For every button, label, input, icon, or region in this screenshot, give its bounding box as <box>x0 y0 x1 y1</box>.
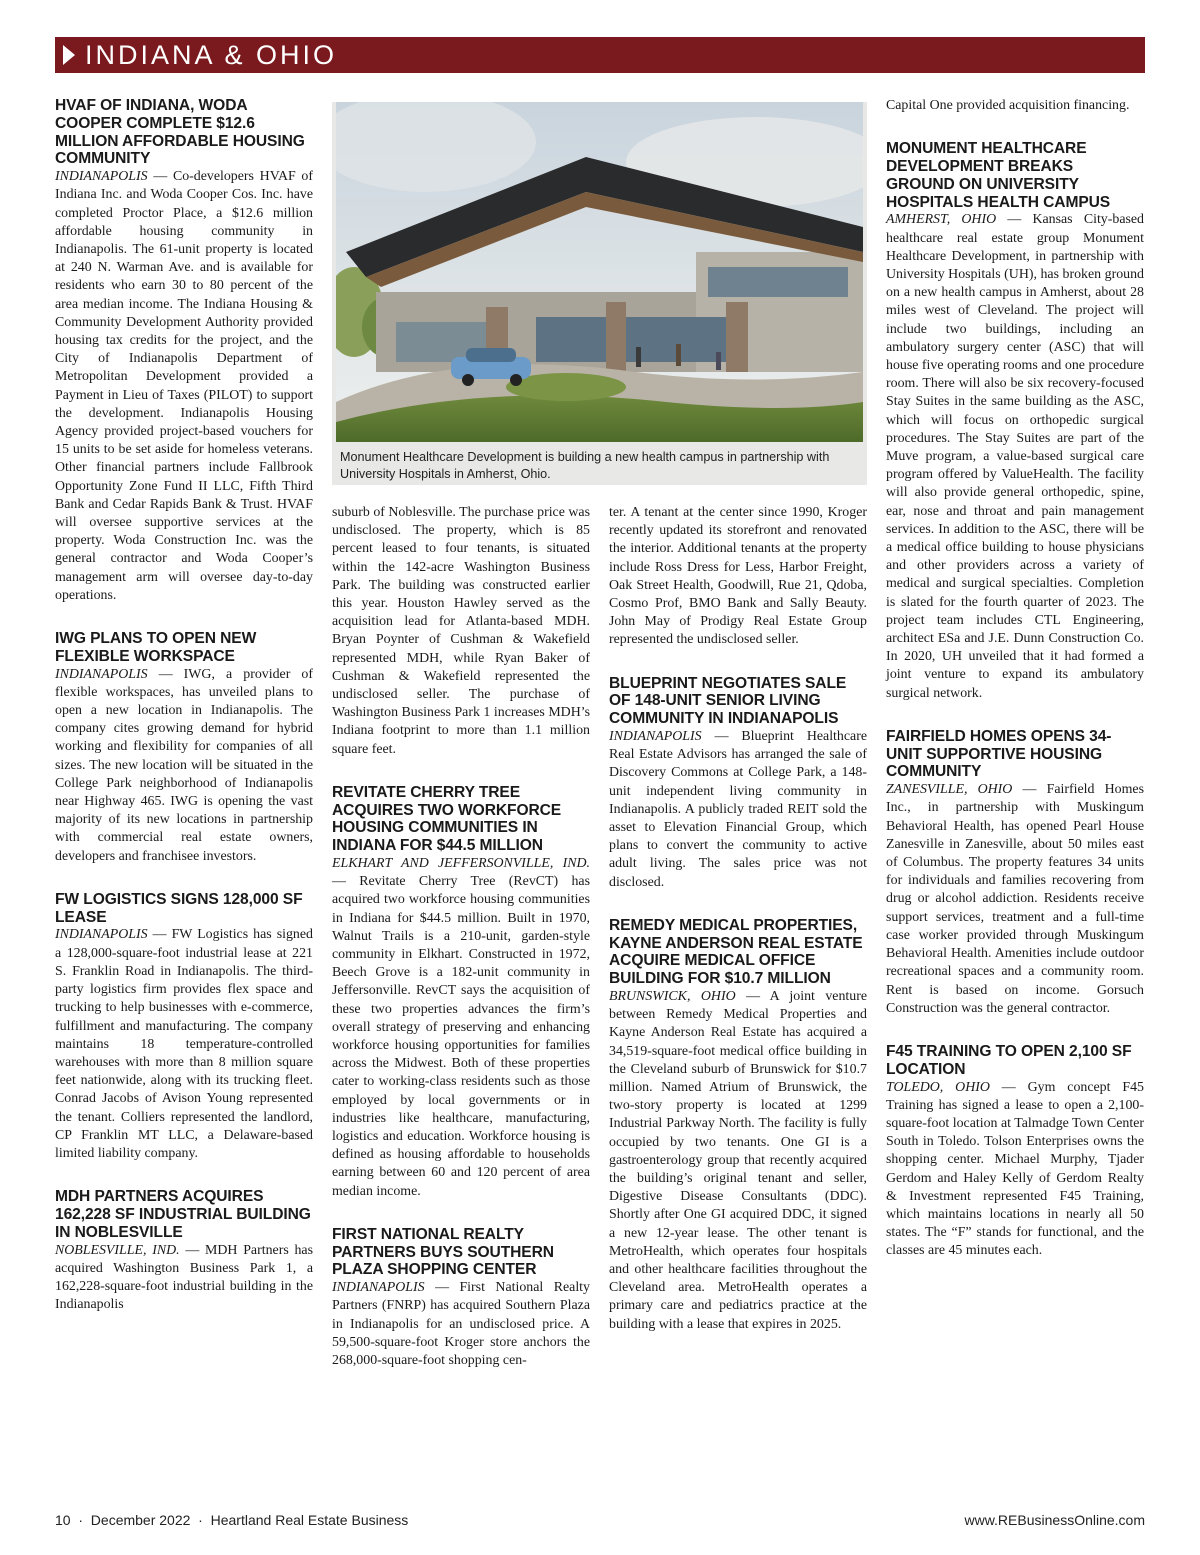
article-body: — A joint venture between Remedy Medical Properties and Kayne Anderson Real Estate has acquired a 34,519-square-foot medical office building in the Cleveland suburb of Brunswick for $10.7 million. Named Atrium of Brunswick, the two-story property is located at 1299 Industrial Parkway North. The facility is fully occupied by two tenants. One GI is a gastroenterology group that recently acquired the building’s original tenant and seller, Digestive Disease Consultants (DDC). Shortly after One GI acquired DDC, it signed a new 12-year lease. The other tenant is MetroHealth, which operates four hospitals and other healthcare facilities throughout the Cleveland area. MetroHealth operates a primary care and pediatrics practice at the building with a lease that expires in 2025. <box>609 989 867 1332</box>
article-remedy-continued: Capital One provided acquisition financing. <box>886 98 1130 113</box>
article-iwg <box>55 666 313 866</box>
article-mdh <box>55 1242 313 1315</box>
headline-revitate: REVITATE CHERRY TREE ACQUIRES TWO WORKFORCE HOUSING COMMUNITIES IN INDIANA FOR $44.5 MILLION <box>332 783 562 855</box>
article-body: — Revitate Cherry Tree (RevCT) has acquired two workforce housing communities in Indiana for $44.5 million. Built in 1970, Walnut Trails is a 210-unit, garden-style community in Elkhart. Constructed in 1972, Beech Grove is a 182-unit community in Jeffersonville. RevCT says the acquisition of these two properties advances the firm’s overall strategy of preserving and enhancing workforce housing opportunities for families across the Midwest. Both of these properties cater to working-class residents such as those employed by local governments or in industries like healthcare, manufacturing, logistics and education. Workforce housing is defined as housing affordable to households earning between 60 and 120 percent of area median income. <box>332 874 590 1199</box>
article-fw <box>55 926 313 1163</box>
headline-hvaf: HVAF OF INDIANA, WODA COOPER COMPLETE $12.6 MILLION AFFORDABLE HOUSING COMMUNITY <box>55 97 305 168</box>
headline-f45: F45 TRAINING TO OPEN 2,100 SF LOCATION <box>886 1042 1132 1078</box>
column-2 <box>332 504 590 1370</box>
dateline: INDIANAPOLIS <box>55 666 148 682</box>
building-rendering-image <box>336 102 863 442</box>
dateline: INDIANAPOLIS <box>55 927 148 943</box>
article-f45 <box>886 1079 1144 1261</box>
article-fairfield <box>886 781 1144 1018</box>
headline-mdh: MDH PARTNERS ACQUIRES 162,228 SF INDUSTRIAL BUILDING IN NOBLESVILLE <box>55 1188 311 1241</box>
column-1 <box>55 97 313 1314</box>
footer-website: www.REBusinessOnline.com <box>964 1512 1145 1528</box>
dateline: ELKHART AND JEFFERSONVILLE, IND. <box>332 856 590 872</box>
article-hvaf <box>55 168 313 605</box>
photo-frame <box>332 102 867 485</box>
dateline: AMHERST, OHIO <box>886 212 997 228</box>
footer-folio: 10 · December 2022 · Heartland Real Estate Business <box>55 1512 409 1528</box>
article-body: — MDH Partners has acquired Washington Business Park 1, a 162,228-square-foot industrial building in the Indianapolis <box>55 1242 314 1313</box>
dateline: ZANESVILLE, OHIO <box>886 782 1013 798</box>
dateline: INDIANAPOLIS <box>609 729 702 745</box>
article-body: — Fairfield Homes Inc., in partnership with Muskingum Behavioral Health, has opened Pearl House Zanesville in Zanesville, about 50 miles east of Columbus. The property features 34 units for individuals and families recovering from drug or alcohol addiction. Residents receive support services, treatment and a full-time case worker provided through Muskingum Behavioral Health. Amenities include outdoor recreational spaces and a community room. Rent is based on income. Gorsuch Construction was the general contractor. <box>886 782 1144 1016</box>
article-revitate <box>332 855 590 1201</box>
arrow-icon <box>63 45 75 65</box>
dateline: INDIANAPOLIS <box>332 1280 425 1296</box>
section-title: INDIANA & OHIO <box>85 40 338 70</box>
article-monument <box>886 211 1144 702</box>
article-body: — IWG, a provider of flexible workspaces, has unveiled plans to open a new location in Indianapolis. The company cites growing demand for hybrid working and flexibility for companies of all sizes. The new location will be situated in the College Park neighborhood of Indianapolis near Highway 465. IWG is opening the vast majority of its new locations in partnership with commercial real estate owners, developers and franchisee investors. <box>55 666 313 864</box>
article-mdh-continued: suburb of Noblesville. The purchase price was undisclosed. The property, which is 85 percent leased to four tenants, is situated within the 142-acre Washington Business Park. The building was constructed earlier this year. Houston Hawley served as the acquisition lead for Atlanta-based MDH. Bryan Poynter of Cushman & Wakefield represented MDH, while Ryan Baker of Cushman & Wakefield represented the undisclosed seller. The purchase of Washington Business Park 1 increases MDH’s Indiana footprint to more than 1.1 million square feet. <box>332 505 590 757</box>
article-body: — First National Realty Partners (FNRP) has acquired Southern Plaza in Indianapolis for an undisclosed price. A 59,500-square-foot Kroger store anchors the 268,000-square-foot shopping cen- <box>332 1280 590 1369</box>
dateline: INDIANAPOLIS <box>55 169 148 185</box>
article-remedy <box>609 988 867 1334</box>
article-fnrp <box>332 1279 590 1370</box>
headline-blueprint: BLUEPRINT NEGOTIATES SALE OF 148-UNIT SENIOR LIVING COMMUNITY IN INDIANAPOLIS <box>609 674 847 728</box>
article-body: — Co-developers HVAF of Indiana Inc. and Woda Cooper Cos. Inc. have completed Proctor Place, a $12.6 million affordable housing community in Indianapolis. The 61-unit property is located at 240 N. Warman Ave. and is available for residents who earn 30 to 80 percent of the area median income. The Indiana Housing & Community Development Authority provided housing tax credits for the project, and the City of Indianapolis Department of Metropolitan Development provided a Payment in Lieu of Taxes (PILOT) to support the development. Indianapolis Housing Agency provided project-based vouchers for 15 units to be set aside for homeless veterans. Other financial partners include Fallbrook Opportunity Zone Fund II LLC, Fifth Third Bank and Cedar Rapids Bank & Trust. HVAF will oversee supportive services at the property. Woda Construction Inc. was the general contractor and Woda Cooper’s management arm will oversee day-to-day operations. <box>55 169 313 603</box>
column-3 <box>609 504 867 1334</box>
headline-fw: FW LOGISTICS SIGNS 128,000 SF LEASE <box>55 890 303 926</box>
headline-remedy: REMEDY MEDICAL PROPERTIES, KAYNE ANDERSON REAL ESTATE ACQUIRE MEDICAL OFFICE BUILDING FOR $10.7 MILLION <box>609 916 863 988</box>
article-body: — Blueprint Healthcare Real Estate Advisors has arranged the sale of Discovery Commons at College Park, a 148-unit independent living community in Indianapolis. A publicly traded REIT sold the asset to Elevation Financial Group, which plans to convert the community to active adult living. The sales price was not disclosed. <box>609 729 867 890</box>
headline-fnrp: FIRST NATIONAL REALTY PARTNERS BUYS SOUTHERN PLAZA SHOPPING CENTER <box>332 1225 554 1279</box>
dateline: TOLEDO, OHIO <box>886 1079 990 1095</box>
headline-monument: MONUMENT HEALTHCARE DEVELOPMENT BREAKS GROUND ON UNIVERSITY HOSPITALS HEALTH CAMPUS <box>886 140 1111 211</box>
article-body: — FW Logistics has signed a 128,000-square-foot industrial lease at 221 S. Franklin Road in Indianapolis. The third-party logistics firm provides flex space and trucking to help businesses with e-commerce, fulfillment and manufacturing. The company maintains 18 temperature-controlled warehouses with more than 8 million square feet nationwide, along with its trucking fleet. Conrad Jacobs of Avison Young represented the tenant. Colliers represented the landlord, CP Franklin MT LLC, a Delaware-based limited liability company. <box>55 927 313 1161</box>
column-4 <box>886 97 1144 1261</box>
article-body: — Gym concept F45 Training has signed a lease to open a 2,100-square-foot location at Talmadge Town Center South in Toledo. Tolson Enterprises owns the shopping center. Michael Murphy, Tjader Gerdom and Haley Kelly of Gerdom Realty & Investment represented F45 Training, which maintains locations in nearly all 50 states. The “F” stands for functional, and the classes are 45 minutes each. <box>886 1079 1144 1259</box>
dateline: BRUNSWICK, OHIO <box>609 989 736 1005</box>
headline-iwg: IWG PLANS TO OPEN NEW FLEXIBLE WORKSPACE <box>55 630 257 665</box>
article-blueprint <box>609 728 867 892</box>
headline-fairfield: FAIRFIELD HOMES OPENS 34-UNIT SUPPORTIVE HOUSING COMMUNITY <box>886 727 1112 781</box>
dateline: NOBLESVILLE, IND. <box>55 1242 180 1258</box>
photo-caption: Monument Healthcare Development is building a new health campus in partnership with University Hospitals in Amherst, Ohio. <box>340 450 830 481</box>
page-footer <box>55 1512 1145 1528</box>
article-fnrp-continued: ter. A tenant at the center since 1990, Kroger recently updated its storefront and renovated the interior. Additional tenants at the property include Ross Dress for Less, Harbor Freight, Oak Street Health, Goodwill, Rue 21, Qdoba, Cosmo Prof, BMO Bank and Sally Beauty. John May of Prodigy Real Estate Group represented the undisclosed seller. <box>609 505 867 648</box>
section-banner <box>55 37 1145 73</box>
article-body: — Kansas City-based healthcare real estate group Monument Healthcare Development, in partnership with University Hospitals (UH), has broken ground on a new health campus in Amherst, about 28 miles west of Cleveland. The project will include two buildings, including an ambulatory surgery center (ASC) that will house five operating rooms and one procedure room. There will also be six recovery-focused Stay Suites in the same building as the ASC, which will focus on orthopedic surgical procedures. The Stay Suites are part of the Muve program, a value-based surgical care program offered by ValueHealth. The facility will also provide general orthopedic, spine, ear, nose and throat and pain management services. In addition to the ASC, there will be a medical office building to house physicians and other providers across a variety of medical and surgical specialties. Completion is slated for the fourth quarter of 2023. The project team includes CTL Engineering, architect ESa and J.E. Dunn Construction Co. In 2020, UH unveiled that it had formed a joint venture to expand its ambulatory surgical network. <box>886 212 1144 701</box>
